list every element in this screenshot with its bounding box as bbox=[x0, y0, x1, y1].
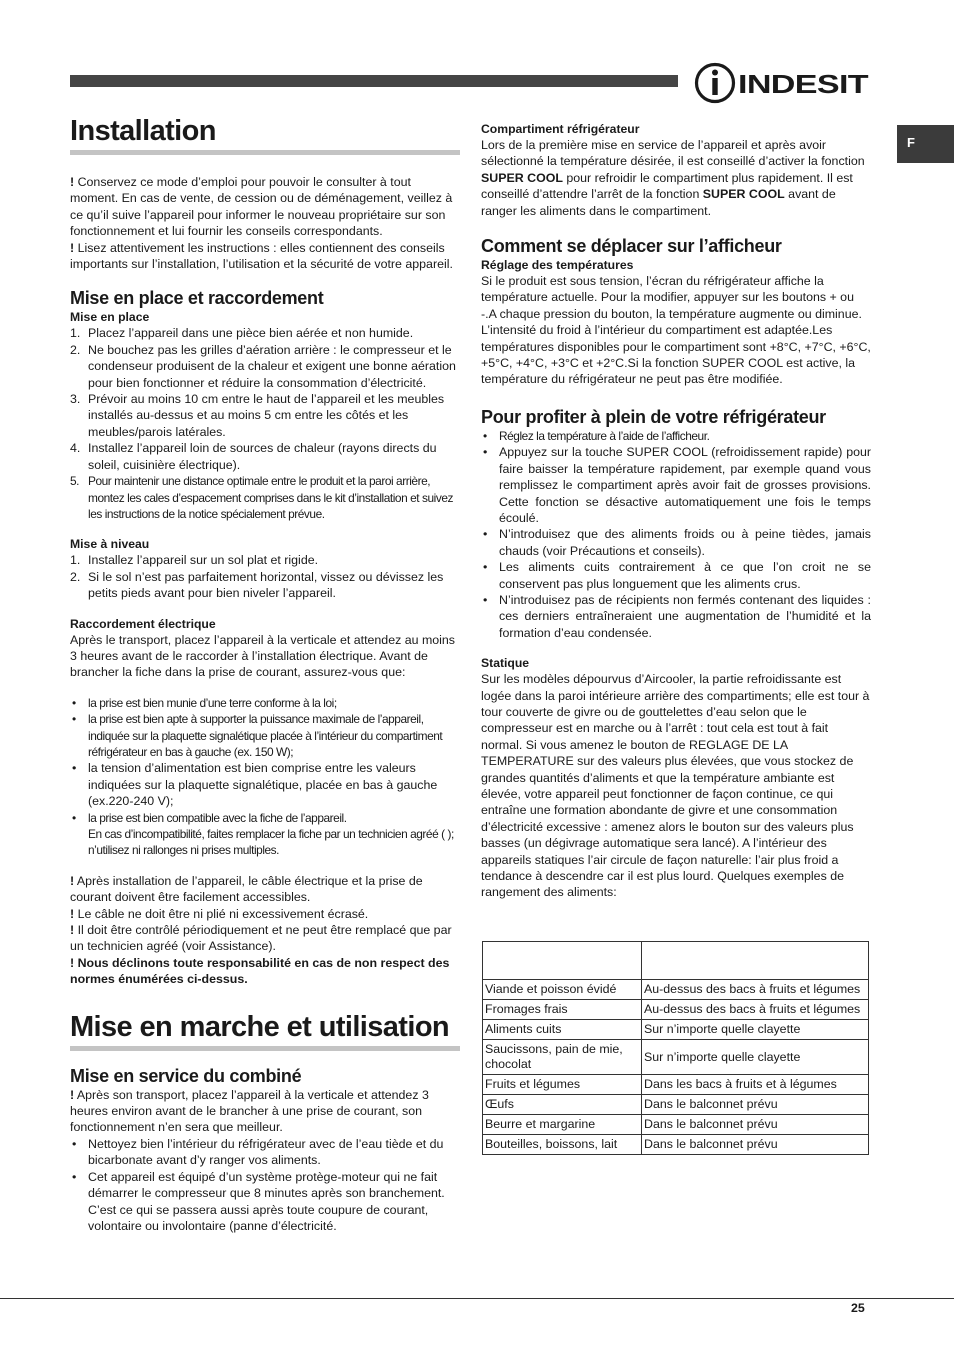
table-cell: Bouteilles, boissons, lait bbox=[483, 1135, 642, 1155]
table-cell: Aliments cuits bbox=[483, 1020, 642, 1040]
table-row bbox=[483, 1020, 869, 1040]
heading-mise-en-place: Mise en place et raccordement bbox=[70, 288, 324, 309]
intro-paragraph: ! Lisez attentivement les instructions : elles contiennent des conseils importants sur l’installation, l’utilisation et la sécurité de votre appareil. bbox=[70, 240, 453, 272]
list-mise-en-service bbox=[70, 1136, 460, 1234]
list-item: • la prise est bien munie d’une terre conforme à la loi; bbox=[70, 695, 460, 711]
list-item: • Cet appareil est équipé d’un système protège-moteur qui ne fait démarrer le compresseur que 8 minutes après son branchement. C’est ce qui se passera aussi après toute coupure de courant, volontaire ou involontaire (panne d’électricité. bbox=[70, 1169, 460, 1235]
table-row bbox=[483, 980, 869, 1000]
table-cell: Beurre et margarine bbox=[483, 1115, 642, 1135]
list-item: 2. Si le sol n’est pas parfaitement horizontal, vissez ou dévissez les petits pieds avant pour bien niveler l’appareil. bbox=[70, 569, 444, 601]
list-profiter bbox=[481, 428, 871, 641]
section-title-mise-en-marche: Mise en marche et utilisation bbox=[70, 1010, 460, 1051]
raccordement-note: En cas d’incompatibilité, faites remplacer la fiche par un technicien agréé ( ); n’utilisez ni rallonges ni prises multiples. bbox=[88, 827, 454, 858]
reglage-text: Si le produit est sous tension, l’écran du réfrigérateur affiche la température actuelle. Pour la modifier, appuyer sur les boutons + ou -.A chaque pression du bouton, la température augmente ou diminue. L’intensité du froid à l’intérieur du compartiment est adaptée.Les températures disponibles pour le compartiment sont +8°C, +7°C, +6°C, +5°C, +4°C, +3°C et +2°C.Si la fonction SUPER COOL est active, la température du réfrigérateur ne peut pas être modifiée. bbox=[481, 274, 871, 387]
list-item: • Nettoyez bien l’intérieur du réfrigérateur avec de l’eau tiède et du bicarbonate avant d’y ranger vos aliments. bbox=[70, 1136, 460, 1169]
table-row bbox=[483, 1075, 869, 1095]
table-row bbox=[483, 1095, 869, 1115]
right-column bbox=[481, 121, 871, 901]
section-title-installation: Installation bbox=[70, 114, 460, 155]
table-cell: Dans le balconnet prévu bbox=[642, 1135, 869, 1155]
mise-en-service-text: ! Après son transport, placez l’appareil à la verticale et attendez 3 heures environ avant de le brancher à une prise de courant, son fonctionnement n’en sera que meilleur. bbox=[70, 1087, 429, 1135]
list-item: 1. Placez l’appareil dans une pièce bien aérée et non humide. bbox=[70, 326, 414, 341]
list-item: 3. Prévoir au moins 10 cm entre le haut de l’appareil et les meubles installés au-dessus et au moins 5 cm entre les côtés et les meubles/parois latérales. bbox=[70, 392, 445, 439]
subheading-reglage-temperatures: Réglage des températures bbox=[481, 258, 634, 273]
subheading-raccordement: Raccordement électrique bbox=[70, 616, 216, 631]
list-item: • la tension d’alimentation est bien comprise entre les valeurs indiquées sur la plaquette signalétique, placée en bas à gauche (ex.220-240 V); bbox=[70, 760, 460, 809]
header-bar bbox=[70, 75, 678, 87]
footer-rule bbox=[0, 1298, 954, 1299]
table-header-cell bbox=[483, 942, 642, 980]
list-mise-en-place bbox=[70, 325, 460, 522]
table-cell: Dans le balconnet prévu bbox=[642, 1115, 869, 1135]
left-column bbox=[70, 114, 460, 1234]
list-item: 1. Installez l’appareil sur un sol plat et rigide. bbox=[70, 553, 319, 568]
statique-text: Sur les modèles dépourvus d’Aircooler, la partie refroidissante est logée dans la paroi intérieure arrière des compartiments; elle est tour à tour couverte de givre ou de gouttelettes d’eau selon que le compresseur est en marche ou à l’arrêt : tout cela est tout à fait normal. Si vous amenez le bouton de REGLAGE DE LA TEMPERATURE sur des valeurs plus élevées, que vous stockez de grandes quantités d’aliments et que la température ambiante est élevée, votre appareil peut fonctionner de façon continue, ce qui entraîne une formation abondante de givre et une consommation d’électricité excessive : amenez alors le bouton sur des valeurs plus basses (un dégivrage automatique sera lancé). A l’intérieur des appareils statiques l’air circule de façon naturelle: l’air plus froid a tendance à descendre car il est plus lourd. Quelques exemples de rangement des aliments: bbox=[481, 672, 870, 900]
table-cell: Sur n’importe quelle clayette bbox=[642, 1020, 869, 1040]
list-item: 4. Installez l’appareil loin de sources de chaleur (rayons directs du soleil, cuisinière électrique). bbox=[70, 441, 437, 472]
table-header-cell bbox=[642, 942, 869, 980]
table-header-row bbox=[483, 942, 869, 980]
heading-mise-en-service: Mise en service du combiné bbox=[70, 1065, 302, 1086]
subheading-compartiment: Compartiment réfrigérateur bbox=[481, 122, 640, 136]
intro-text bbox=[70, 174, 460, 272]
list-item: • N’introduisez pas de récipients non fermés contenant des liquides : ces derniers entraîneraient une augmentation de l’humidité et la formation d’eau condensée. bbox=[481, 592, 871, 641]
subheading-statique: Statique bbox=[481, 656, 530, 671]
list-item: • Appuyez sur la touche SUPER COOL (refroidissement rapide) pour faire baisser la température rapidement, par exemple quand vous remplissez le compartiment après avoir fait de grosses provisions. Cette fonction se désactive automatiquement une fois le temps écoulé. bbox=[481, 444, 871, 526]
rangement-table bbox=[482, 941, 869, 1155]
table-cell: Au-dessus des bacs à fruits et légumes bbox=[642, 980, 869, 1000]
table-row bbox=[483, 1000, 869, 1020]
table-cell: Sur n’importe quelle clayette bbox=[642, 1040, 869, 1075]
list-raccordement bbox=[70, 695, 460, 826]
list-item: • Les aliments cuits contrairement à ce que l’on croit ne se conservent pas plus longuement que les aliments crus. bbox=[481, 559, 871, 592]
table-cell: Au-dessus des bacs à fruits et légumes bbox=[642, 1000, 869, 1020]
brand-wordmark: INDESIT bbox=[738, 69, 869, 99]
list-item: • Réglez la température à l’aide de l’afficheur. bbox=[481, 428, 871, 444]
table-cell: Dans les bacs à fruits et à légumes bbox=[642, 1075, 869, 1095]
subheading-mise-en-place: Mise en place bbox=[70, 310, 150, 325]
list-item: • la prise est bien apte à supporter la puissance maximale de l’appareil, indiquée sur la plaquette signalétique placée à l’intérieur du compartiment réfrigérateur en bas à gauche (ex. 150 W); bbox=[70, 711, 460, 760]
list-item: • N’introduisez que des aliments froids ou à peine tièdes, jamais chauds (voir Précautions et conseils). bbox=[481, 526, 871, 559]
heading-afficheur: Comment se déplacer sur l’afficheur bbox=[481, 236, 782, 257]
heading-profiter: Pour profiter à plein de votre réfrigérateur bbox=[481, 406, 826, 427]
table-cell: Fruits et légumes bbox=[483, 1075, 642, 1095]
warning-cable-access: ! Après installation de l’appareil, le câble électrique et la prise de courant doivent être facilement accessibles. bbox=[70, 873, 423, 905]
warning-responsabilite: ! Nous déclinons toute responsabilité en cas de non respect des normes énumérées ci-dessus. bbox=[70, 955, 450, 987]
raccordement-text: Après le transport, placez l’appareil à la verticale et attendez au moins 3 heures avant de le raccorder à l’installation électrique. Avant de brancher la fiche dans la prise de courant, assurez-vous que: bbox=[70, 632, 456, 680]
table-row bbox=[483, 1115, 869, 1135]
page-number: 25 bbox=[851, 1301, 865, 1315]
language-tab: F bbox=[897, 125, 954, 163]
compartiment-text: Lors de la première mise en service de l’appareil et après avoir sélectionné la température désirée, il est conseillé d’activer la fonction SUPER COOL pour refroidir le compartiment plus rapidement. Il est conseillé d’attendre l’arrêt de la fonction SUPER COOL avant de ranger les aliments dans le compartiment. bbox=[481, 138, 865, 218]
warning-cable-control: ! Il doit être contrôlé périodiquement et ne peut être remplacé que par un technicien agréé (voir Assistance). bbox=[70, 923, 452, 954]
table-row bbox=[483, 1135, 869, 1155]
table-cell: Fromages frais bbox=[483, 1000, 642, 1020]
subheading-mise-a-niveau: Mise à niveau bbox=[70, 537, 150, 552]
list-item: 2. Ne bouchez pas les grilles d’aération arrière : le compresseur et le condenseur produisent de la chaleur et exigent une bonne aération pour bien fonctionner et réduire la consommation d’électricité. bbox=[70, 342, 456, 390]
intro-paragraph: ! Conservez ce mode d’emploi pour pouvoir le consulter à tout moment. En cas de vente, de cession ou de déménagement, veillez à ce qu’il suive l’appareil pour informer le nouveau propriétaire sur son fonctionnement et lui fournir les conseils correspondants. bbox=[70, 175, 453, 239]
table-row bbox=[483, 1040, 869, 1075]
table-cell: Viande et poisson évidé bbox=[483, 980, 642, 1000]
list-item: 5. Pour maintenir une distance optimale entre le produit et la paroi arrière, montez les cales d’espacement comprises dans le kit d’installation et suivez les instructions de la notice spécialement prévue. bbox=[70, 474, 453, 521]
list-item: • la prise est bien compatible avec la fiche de l’appareil. bbox=[70, 810, 460, 826]
table-cell: Saucissons, pain de mie, chocolat bbox=[483, 1040, 642, 1075]
table-cell: Dans le balconnet prévu bbox=[642, 1095, 869, 1115]
indesit-logo bbox=[694, 62, 870, 104]
warning-cable-pli: ! Le câble ne doit être ni plié ni excessivement écrasé. bbox=[70, 906, 369, 921]
table-cell: Œufs bbox=[483, 1095, 642, 1115]
list-mise-a-niveau bbox=[70, 552, 460, 601]
